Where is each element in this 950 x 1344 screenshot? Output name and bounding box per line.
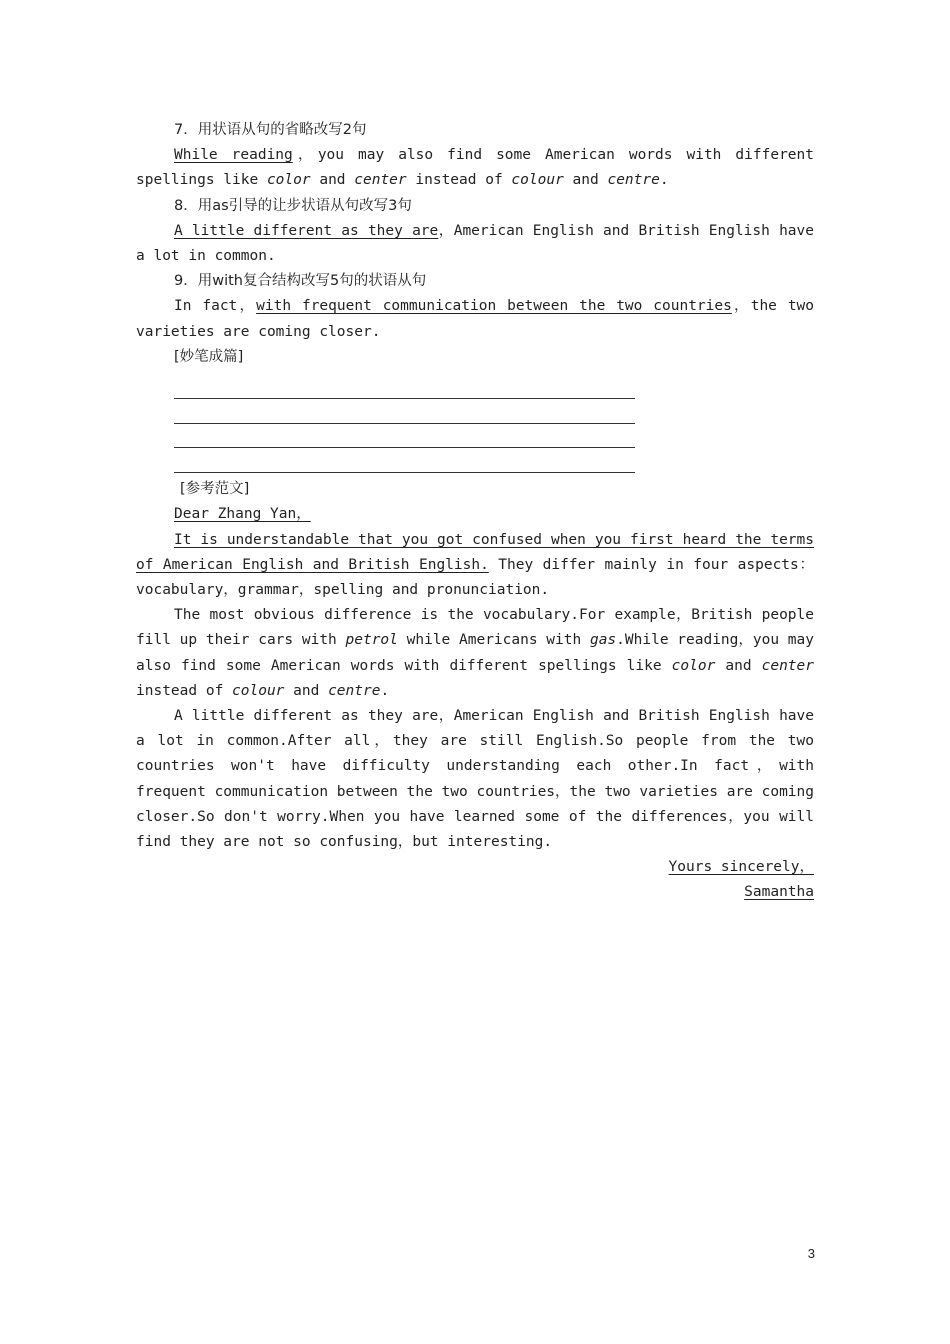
word-color: color <box>671 657 716 674</box>
item-9-heading: 9．用with复合结构改写5句的状语从句 <box>174 273 427 290</box>
word-centre: centre <box>328 682 381 699</box>
item-8-underlined-answer: A little different as they are <box>174 222 439 239</box>
paragraph-2-instead: instead of <box>136 682 233 699</box>
item-9-answer <box>136 294 814 344</box>
word-color: color <box>266 172 311 189</box>
letter-greeting <box>136 502 814 527</box>
letter-closing <box>136 855 814 880</box>
writing-lines <box>174 370 635 473</box>
letter-paragraph-3: A little different as they are，American English and British English have a lot in common.After all，they are still English.So people from the two countries won't have difficulty understanding each other.In fact，with frequent communication between the two countries，the two varieties are coming closer.So don't worry.When you have learned some of the differences，you will find they are not so confusing，but interesting. <box>136 708 814 851</box>
word-center: center <box>761 657 814 674</box>
greeting-text: Dear Zhang Yan， <box>174 506 311 523</box>
paragraph-2-end: . <box>380 682 390 699</box>
paragraph-2-and-2: and <box>284 682 329 699</box>
writing-line <box>174 424 635 449</box>
word-gas: gas <box>589 632 617 649</box>
paragraph-2-and: and <box>715 657 762 674</box>
word-centre: centre <box>607 172 660 189</box>
item-7-and: and <box>310 172 355 189</box>
item-7-instead: instead of <box>406 172 512 189</box>
word-colour: colour <box>232 682 285 699</box>
paragraph-1-underlined: It is understandable that you got confused when you first heard the terms of American English and British English. <box>136 531 814 573</box>
document-page <box>136 118 814 906</box>
page-number: 3 <box>807 1246 815 1261</box>
signature-text: Samantha <box>744 884 814 901</box>
paragraph-2-text-b: while Americans with <box>397 632 590 649</box>
item-9-underlined-answer: with frequent communication between the two countries <box>256 298 732 315</box>
word-center: center <box>354 172 407 189</box>
item-7-text: ，you may also find some American words with different spellings like <box>136 147 814 189</box>
writing-line <box>174 448 635 473</box>
letter-paragraph-2 <box>136 603 814 704</box>
paragraph-2-text-a: The most obvious difference is the vocabulary.For example，British people fill up their cars with <box>136 607 814 649</box>
letter-signature <box>136 880 814 905</box>
paragraph-1-text: They differ mainly in four aspects：vocabulary，grammar，spelling and pronunciation. <box>136 556 814 599</box>
item-7-underlined-answer: While reading <box>174 147 293 164</box>
item-8-text: ，American English and British English have a lot in common. <box>136 222 814 265</box>
paragraph-2-text-c: .While reading，you may also find some American words with different spellings like <box>136 632 814 674</box>
word-petrol: petrol <box>345 632 398 649</box>
item-7-and-2: and <box>563 172 608 189</box>
word-colour: colour <box>511 172 564 189</box>
closing-text: Yours sincerely， <box>668 859 814 876</box>
item-7-answer <box>136 143 814 193</box>
writing-line <box>174 399 635 424</box>
letter-paragraph-1 <box>136 528 814 604</box>
writing-line <box>174 374 635 399</box>
item-7-heading: 7．用状语从句的省略改写2句 <box>174 122 367 138</box>
section-title: [妙笔成篇] <box>174 348 244 365</box>
item-8-heading: 8．用as引导的让步状语从句改写3句 <box>174 197 412 214</box>
item-9-text: ，the two varieties are coming closer. <box>136 298 815 340</box>
reference-label: [参考范文] <box>180 481 250 498</box>
item-8-answer <box>136 219 814 269</box>
item-9-prefix: In fact， <box>174 298 257 315</box>
item-7-end: . <box>659 172 669 189</box>
